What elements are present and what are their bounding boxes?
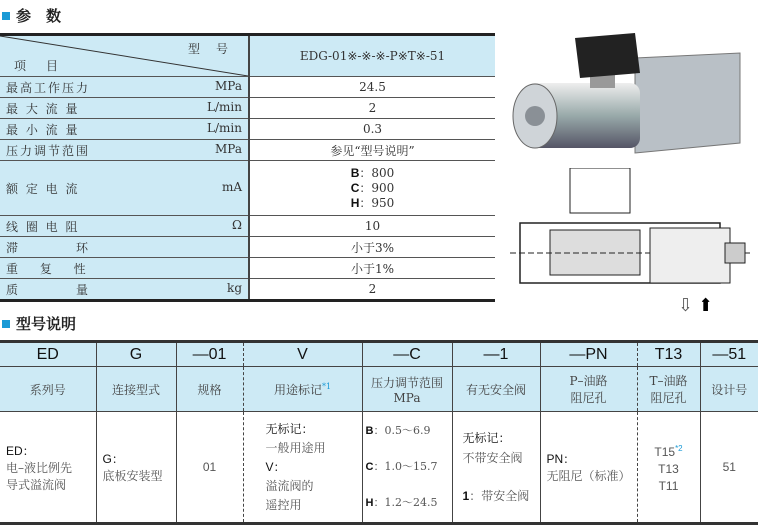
name-size: 规格 <box>176 367 243 412</box>
param-row: 滞 环 小于3% <box>0 237 495 258</box>
code-series: ED <box>0 342 96 367</box>
desc-safety: 无标记： 不带安全阀 1：带安全阀 <box>452 412 540 524</box>
code-connection: G <box>96 342 176 367</box>
section-title-model: 型号说明 <box>2 313 76 334</box>
desc-pressure: B：0.5～6.9 C：1.0～15.7 H：1.2～24.5 <box>362 412 452 524</box>
code-usage: V <box>243 342 362 367</box>
name-design: 设计号 <box>700 367 758 412</box>
param-row: 额 定 电 流 mA B：800 C：900 H：950 <box>0 161 495 216</box>
code-p-orifice: —PN <box>540 342 637 367</box>
desc-size: 01 <box>176 412 243 524</box>
diagonal-header: 型 号 项 目 <box>0 35 249 77</box>
code-t-orifice: T13 <box>637 342 700 367</box>
desc-connection: G： 底板安装型 <box>96 412 176 524</box>
name-series: 系列号 <box>0 367 96 412</box>
desc-t-orifice: T15$^{*2}$ T13 T11 <box>637 412 700 524</box>
param-row: 压力调节范围 MPa 参见“型号说明” <box>0 140 495 161</box>
code-design: —51 <box>700 342 758 367</box>
name-usage: 用途标记$^{*1}$ <box>243 367 362 412</box>
desc-usage: 无标记： 一般用途用 V： 溢流阀的 遥控用 <box>243 412 362 524</box>
code-size: —01 <box>176 342 243 367</box>
param-row: 线 圈 电 阻 Ω 10 <box>0 216 495 237</box>
parameters-table <box>0 33 495 302</box>
param-row: 最 大 流 量 L/min 2 <box>0 98 495 119</box>
name-p-orifice: P–油路 阻尼孔 <box>540 367 637 412</box>
desc-design: 51 <box>700 412 758 524</box>
desc-series: ED： 电–液比例先 导式溢流阀 <box>6 443 73 492</box>
model-code: EDG-01※-※-※-P※T※-51 <box>249 35 495 77</box>
svg-text:⬆: ⬆ <box>698 295 714 316</box>
name-t-orifice: T–油路 阻尼孔 <box>637 367 700 412</box>
section-title-parameters: 参 数 <box>2 5 61 26</box>
desc-p-orifice: PN： 无阻尼（标准） <box>540 412 637 524</box>
code-safety: —1 <box>452 342 540 367</box>
name-pressure: 压力调节范围 MPa <box>362 367 452 412</box>
param-row: 最 小 流 量 L/min 0.3 <box>0 119 495 140</box>
code-pressure: —C <box>362 342 452 367</box>
name-connection: 连接型式 <box>96 367 176 412</box>
param-row: 重 复 性 小于1% <box>0 258 495 279</box>
valve-photo <box>505 28 745 168</box>
param-row: 质 量 kg 2 <box>0 279 495 301</box>
cross-section-drawing <box>510 168 755 318</box>
model-code-table <box>0 340 758 525</box>
name-safety: 有无安全阀 <box>452 367 540 412</box>
param-row: 最高工作压力 MPa 24.5 <box>0 77 495 98</box>
svg-text:⇩: ⇩ <box>678 295 694 316</box>
